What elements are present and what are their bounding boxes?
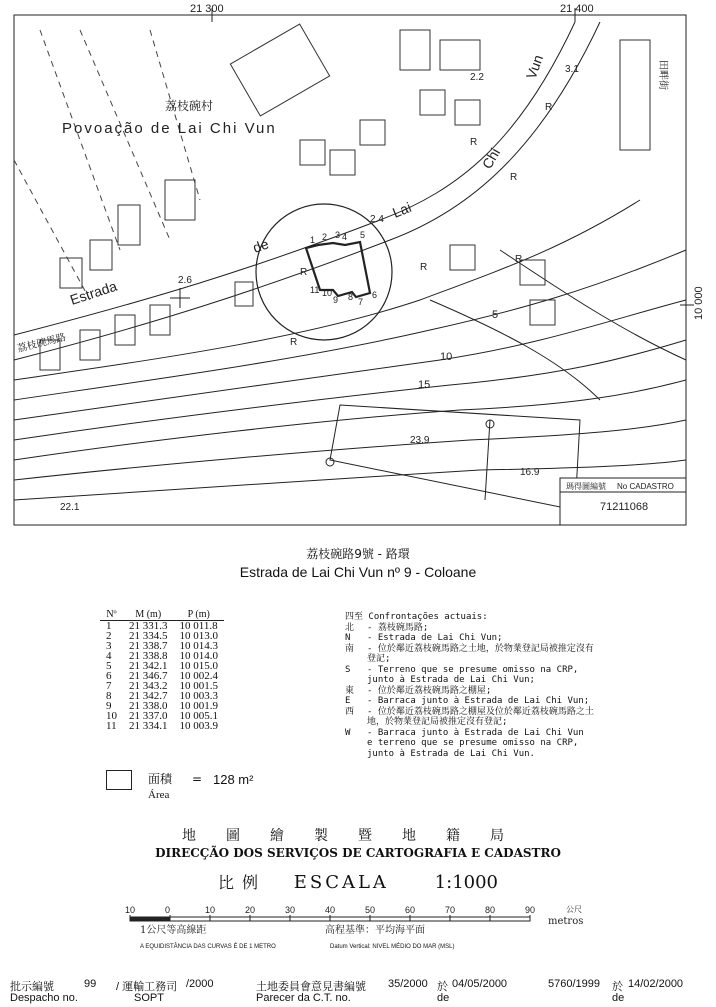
building <box>165 180 195 220</box>
area-label-pt: Área <box>148 789 170 801</box>
contour-interval-zh: 1公尺等高線距 <box>140 925 207 936</box>
scale-tick-label: 10 <box>125 905 136 915</box>
cell-m: 21 337.0 <box>129 710 168 722</box>
scale-bar-segment <box>130 917 170 921</box>
scale-ratio: 1:1000 <box>434 872 498 893</box>
vertical-datum-zh: 高程基準：平均海平面 <box>325 925 425 936</box>
building <box>360 120 385 145</box>
department-pt: DIRECÇÃO DOS SERVIÇOS DE CARTOGRAFIA E CADASTRO <box>155 846 561 860</box>
scale-tick-label: 10 <box>205 905 216 915</box>
vertex-label: 2 <box>322 232 328 242</box>
despacho-zh: 批示編號 <box>10 981 54 993</box>
cell-n: 9 <box>106 700 112 712</box>
scale-pt: ESCALA <box>293 872 389 893</box>
confrontacao-line <box>345 738 705 749</box>
building <box>60 258 82 288</box>
cell-n: 5 <box>106 660 112 672</box>
confrontacao-text: - 位於鄰近荔枝碗馬路之棚屋及位於鄰近荔枝碗馬路之土 <box>367 706 594 717</box>
confrontacoes-lines <box>345 623 705 760</box>
building <box>118 205 140 245</box>
confrontacao-line <box>345 675 705 686</box>
road-word-2: de <box>250 235 271 256</box>
table-row <box>100 721 224 731</box>
cell-m: 21 338.8 <box>129 650 168 662</box>
scale-unit-pt: metros <box>548 916 584 927</box>
confrontacao-line <box>345 749 705 760</box>
building <box>400 30 430 70</box>
cell-p: 10 014.0 <box>179 650 218 662</box>
sopt-pt: SOPT <box>134 992 164 1004</box>
parecer-de: de <box>437 992 450 1004</box>
height-label: 2.6 <box>178 275 192 286</box>
area-value: 128 m² <box>213 772 254 787</box>
scale-tick-label: 50 <box>365 905 376 915</box>
cell-n: 10 <box>106 710 117 722</box>
cell-m: 21 342.7 <box>129 690 168 702</box>
coord-label-21400: 21 400 <box>560 3 594 15</box>
cell-m: 21 334.5 <box>129 630 168 642</box>
col-header-p: P (m) <box>174 610 225 621</box>
cell-p: 10 014.3 <box>179 640 218 652</box>
cell-m: 21 342.1 <box>129 660 168 672</box>
cell-p: 10 011.8 <box>179 620 218 632</box>
cell-n: 11 <box>106 720 117 732</box>
cell-p: 10 002.4 <box>179 670 218 682</box>
road-word-3: Lai <box>390 198 414 221</box>
area-equals: = <box>192 772 203 786</box>
scale-tick-label: 60 <box>405 905 416 915</box>
height-label: 16.9 <box>520 467 540 478</box>
confrontacao-key: 西 <box>345 706 355 717</box>
cell-m: 21 338.0 <box>129 700 168 712</box>
scale-tick-label: 40 <box>325 905 336 915</box>
confrontacao-key: 東 <box>345 685 355 696</box>
cadastro-number: 71211068 <box>600 501 649 513</box>
coordinate-table <box>100 610 224 731</box>
height-label: 2.2 <box>470 72 484 83</box>
contour-line <box>14 420 686 480</box>
building <box>440 40 480 70</box>
contour-label: 5 <box>492 309 499 321</box>
cell-m: 21 334.1 <box>129 720 168 732</box>
height-label: 22.1 <box>60 502 80 513</box>
confrontacao-text: - Barraca junto à Estrada de Lai Chi Vun; <box>367 696 590 706</box>
parcel-mark: R <box>470 137 478 148</box>
building <box>300 140 325 165</box>
parcel-mark: R <box>300 267 308 278</box>
scale-row <box>0 870 716 893</box>
confrontacao-key: S <box>345 664 351 675</box>
confrontacao-line <box>345 654 705 665</box>
place-zh: 荔枝碗村 <box>165 99 214 113</box>
confrontacao-line <box>345 717 705 728</box>
parecer-no: 35/2000 <box>388 978 428 990</box>
vertex-label: 9 <box>333 295 339 305</box>
parcel-mark: R <box>510 172 518 183</box>
col-header-m: M (m) <box>123 610 174 621</box>
confrontacao-line <box>345 623 705 634</box>
building <box>620 40 650 150</box>
confrontacao-key: N <box>345 633 351 643</box>
cadastro-label-zh: 瑪得圖編號 <box>566 482 606 491</box>
street-right-zh: 田畔街 <box>657 60 668 90</box>
contour-line <box>430 300 600 400</box>
road-word-5: Vun <box>522 52 547 82</box>
parcel-mark: R <box>515 254 523 265</box>
scale-tick-label: 70 <box>445 905 456 915</box>
contour-label: 15 <box>418 379 431 391</box>
confrontacao-text: - Barraca junto à Estrada de Lai Chi Vun <box>367 727 584 738</box>
confrontacao-line <box>345 633 705 644</box>
cell-p: 10 001.5 <box>179 680 218 692</box>
vertical-datum-pt: Datum Vertical: NIVEL MÉDIO DO MAR (MSL) <box>330 944 455 950</box>
vertex-label: 8 <box>348 292 354 302</box>
building <box>450 245 475 270</box>
confrontacao-key: E <box>345 696 351 706</box>
scale-zh: 比例 <box>217 873 266 892</box>
coord-label-10000: 10 000 <box>693 286 705 320</box>
confrontacao-text: 地，於物業登記局被推定沒有登記; <box>367 717 508 727</box>
confrontacoes <box>345 612 705 759</box>
building <box>230 24 329 116</box>
coordinate-table-body <box>100 621 224 732</box>
building <box>520 260 545 285</box>
confrontacao-key: 北 <box>345 622 355 633</box>
vertex-label: 3 <box>335 230 341 240</box>
cell-n: 1 <box>106 620 112 632</box>
vertex-label: 7 <box>358 297 364 307</box>
confrontacao-line <box>345 665 705 676</box>
building <box>90 240 112 270</box>
parecer-date: 04/05/2000 <box>452 978 508 990</box>
scale-unit-zh: 公尺 <box>566 905 582 914</box>
confrontacoes-heading: 四至 Confrontações actuais: <box>345 612 488 622</box>
lot-division <box>485 420 490 500</box>
road-edge-south <box>14 22 600 360</box>
scale-tick-label: 0 <box>165 905 171 915</box>
confrontacao-line <box>345 686 705 697</box>
department-zh: 地圖繪製暨地籍局 <box>182 828 534 844</box>
cell-m: 21 346.7 <box>129 670 168 682</box>
confrontacao-key: 南 <box>345 643 355 654</box>
confrontacao-text: - 位於鄰近荔枝碗馬路之土地，於物業登記局被推定沒有 <box>367 643 594 654</box>
confrontacao-text: junto à Estrada de Lai Chi Vun. <box>367 748 535 759</box>
cell-p: 10 003.9 <box>179 720 218 732</box>
confrontacao-key <box>345 749 367 760</box>
vertex-label: 6 <box>372 290 378 300</box>
scale-tick-label: 90 <box>525 905 536 915</box>
cadastro-label-pt: No CADASTRO <box>617 482 674 491</box>
sopt-zh: / 運輸工務司 <box>116 981 178 993</box>
cell-m: 21 331.3 <box>129 620 168 632</box>
building <box>150 305 170 335</box>
cell-n: 3 <box>106 640 112 652</box>
scale-tick-label: 30 <box>285 905 296 915</box>
vertex-label: 11 <box>310 285 320 295</box>
height-label: 3.1 <box>565 64 579 75</box>
confrontacao-text: - Estrada de Lai Chi Vun; <box>367 633 503 643</box>
parecer-date-zh: 於 <box>437 981 448 993</box>
despacho-pt: Despacho no. <box>10 992 78 1004</box>
contour-line <box>14 340 686 440</box>
confrontacao-key <box>345 717 367 728</box>
sopt-year: /2000 <box>186 978 214 990</box>
building <box>235 282 253 306</box>
contour-interval-pt: A EQUIDISTÂNCIA DAS CURVAS É DE 1 METRO <box>140 944 276 950</box>
parcel-mark: R <box>420 262 428 273</box>
height-label: 23.9 <box>410 435 430 446</box>
confrontacao-text: junto à Estrada de Lai Chi Vun; <box>367 675 535 685</box>
confrontacao-line <box>345 707 705 718</box>
cell-p: 10 015.0 <box>179 660 218 672</box>
cell-p: 10 013.0 <box>179 630 218 642</box>
process-de: de <box>612 992 625 1004</box>
building <box>455 100 480 125</box>
height-label: 2.4 <box>370 214 384 225</box>
confrontacao-line <box>345 644 705 655</box>
parecer-zh: 土地委員會意見書編號 <box>256 981 366 993</box>
confrontacao-line <box>345 696 705 707</box>
vertex-label: 4 <box>342 232 348 242</box>
place-pt: Povoação de Lai Chi Vun <box>62 120 277 137</box>
vertex-label: 1 <box>310 235 316 245</box>
lot-23-9 <box>330 405 580 510</box>
cell-p: 10 005.1 <box>179 710 218 722</box>
scale-tick-label: 80 <box>485 905 496 915</box>
cell-m: 21 343.2 <box>129 680 168 692</box>
vertex-label: 5 <box>360 230 366 240</box>
process-date: 14/02/2000 <box>628 978 684 990</box>
road-zh: 荔枝碗馬路 <box>16 332 68 355</box>
coord-label-21300: 21 300 <box>190 3 224 15</box>
dashed-line <box>14 160 90 300</box>
road-word-1: Estrada <box>67 277 119 308</box>
building <box>80 330 100 360</box>
scale-bar <box>110 903 590 943</box>
title-pt: Estrada de Lai Chi Vun nº 9 - Coloane <box>239 564 477 580</box>
cell-m: 21 338.7 <box>129 640 168 652</box>
confrontacao-text: - 位於鄰近荔枝碗馬路之棚屋; <box>367 685 492 696</box>
parecer-pt: Parecer da C.T. no. <box>256 992 351 1004</box>
area-label-zh: 面積 <box>148 772 173 786</box>
confrontacao-key: W <box>345 727 351 738</box>
cell-n: 4 <box>106 650 112 662</box>
col-header-n: Nº <box>100 610 123 621</box>
confrontacao-text: 登記; <box>367 654 391 664</box>
dashed-line <box>40 30 120 250</box>
title-zh: 荔枝碗路9號 - 路環 <box>306 547 410 561</box>
area-legend-box <box>106 770 132 790</box>
building <box>330 150 355 175</box>
cell-n: 8 <box>106 690 112 702</box>
confrontacao-text: - 荔枝碗馬路; <box>367 622 429 633</box>
vertex-label: 10 <box>322 288 333 298</box>
parcel-mark: R <box>545 102 553 113</box>
dashed-line <box>150 30 200 200</box>
cell-n: 7 <box>106 680 112 692</box>
process-no: 5760/1999 <box>548 978 600 990</box>
cell-p: 10 003.3 <box>179 690 218 702</box>
contour-label: 10 <box>440 351 453 363</box>
confrontacao-key <box>345 738 367 749</box>
confrontacao-line <box>345 728 705 739</box>
scale-tick-label: 20 <box>245 905 256 915</box>
process-date-zh: 於 <box>612 981 623 993</box>
parcel-mark: R <box>290 337 298 348</box>
contour-15 <box>14 380 686 460</box>
road-word-4: Chi <box>478 145 504 172</box>
cell-n: 6 <box>106 670 112 682</box>
cell-n: 2 <box>106 630 112 642</box>
despacho-no: 99 <box>84 978 97 990</box>
cell-p: 10 001.9 <box>179 700 218 712</box>
building <box>420 90 445 115</box>
confrontacao-key <box>345 675 367 686</box>
confrontacao-key <box>345 654 367 665</box>
confrontacao-text: e terreno que se presume omisso na CRP, <box>367 738 579 748</box>
confrontacao-text: - Terreno que se presume omisso na CRP, <box>367 664 579 675</box>
